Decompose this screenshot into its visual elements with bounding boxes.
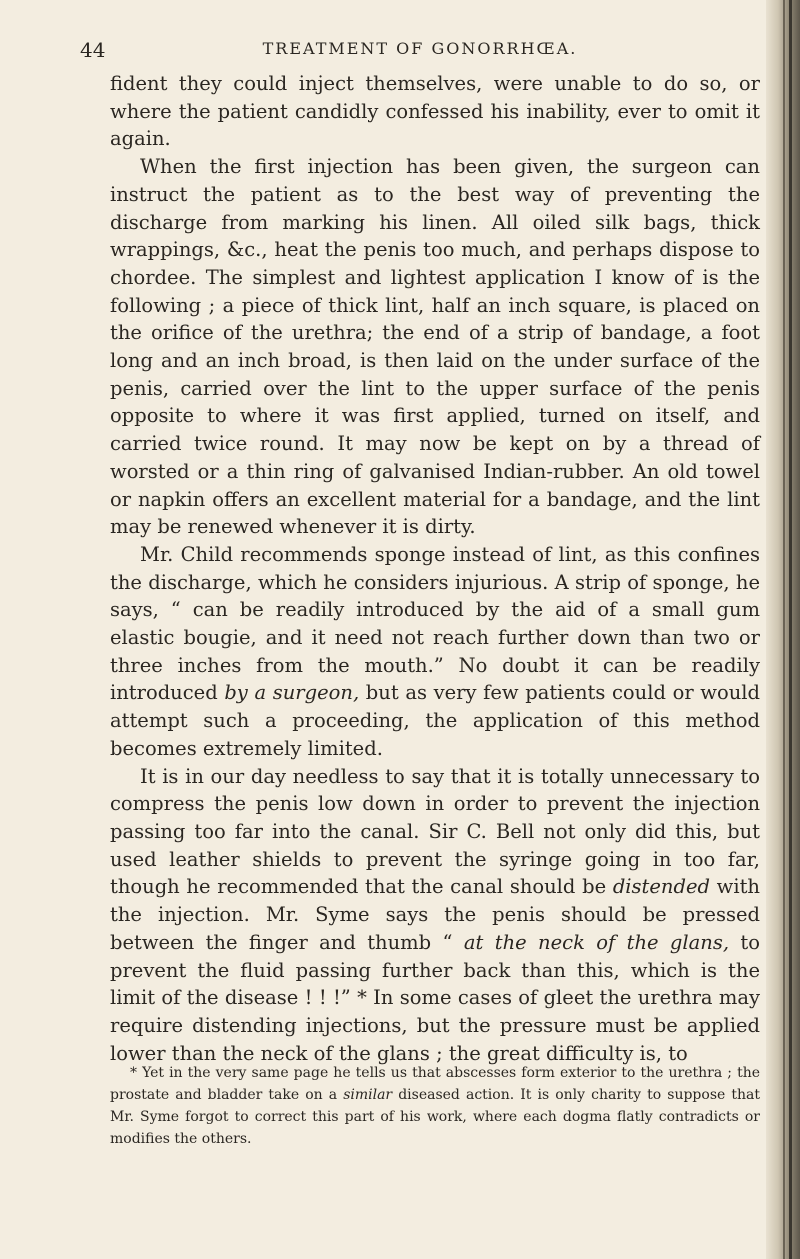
- paragraph-text: with the injection. Mr. Syme says the penis should be pressed between the finger and thumb “: [110, 875, 760, 954]
- emphasis: by a surgeon,: [224, 681, 360, 705]
- emphasis: distended: [612, 875, 710, 899]
- paragraph-text: fident they could inject themselves, were unable to do so, or where the patient candidly confessed his inability, ever to omit it again.: [110, 72, 760, 151]
- paragraph: [110, 70, 760, 153]
- paragraph-text: It is in our day needless to say that it is totally unnecessary to compress the penis low down in order to prevent the injection passing too far into the canal. Sir C. Bell not only did this, but used leather shields to prevent the syringe going in too far, though he recommended that the canal should be: [110, 764, 760, 899]
- footnote-segment: * Yet in the very same page he tells us that abscesses form exterior to the urethra ; the prostate and bladder take on a: [110, 1065, 760, 1103]
- paragraph: [110, 541, 760, 763]
- paragraph-text: When the first injection has been given, the surgeon can instruct the patient as to the best way of preventing the discharge from marking his linen. All oiled silk bags, thick wrappings, &c., heat the penis too much, and perhaps dispose to chordee. The simplest and lightest application I know of is the following ; a piece of thick lint, half an inch square, is placed on the orifice of the urethra; the end of a strip of bandage, a foot long and an inch broad, is then laid on the under surface of the penis, carried over the lint to the upper surface of the penis opposite to where it was first applied, turned on itself, and carried twice round. It may now be kept on by a thread of worsted or a thin ring of galvanised Indian-rubber. An old towel or napkin offers an excellent material for a bandage, and the lint may be renewed whenever it is dirty.: [110, 155, 760, 539]
- footnote-segment: diseased action. It is only charity to suppose that Mr. Syme forgot to correct this part of his work, where each dogma flatly contradicts or modifies the others.: [110, 1087, 760, 1147]
- page-header: [80, 38, 760, 68]
- running-title: TREATMENT OF GONORRHŒA.: [262, 39, 578, 58]
- footnote: [110, 1062, 760, 1150]
- edge-shadow-line: [783, 0, 785, 1259]
- body-text: [110, 70, 760, 1067]
- paragraph-text: to prevent the fluid passing further back than this, which is the limit of the disease ! ! !” * In some cases of gleet the urethra may require distending injections, but the pressure must be applied lower than the neck of the glans ; the great difficulty is, to: [110, 930, 760, 1065]
- footnote-text: [110, 1062, 760, 1150]
- edge-shadow-line: [789, 0, 792, 1259]
- paragraph-text: but as very few patients could or would attempt such a proceeding, the application of this method becomes extremely limited.: [110, 681, 760, 760]
- page-number: 44: [80, 38, 106, 62]
- book-edge: [766, 0, 800, 1259]
- paragraph: [110, 153, 760, 541]
- emphasis: at the neck of the glans,: [463, 930, 730, 954]
- paragraph: [110, 763, 760, 1068]
- emphasis: similar: [343, 1087, 393, 1103]
- paragraph-text: Mr. Child recommends sponge instead of lint, as this confines the discharge, which he considers injurious. A strip of sponge, he says, “ can be readily introduced by the aid of a small gum elastic bougie, and it need not reach further down than two or three inches from the mouth.” No doubt it can be readily introduced: [110, 542, 760, 705]
